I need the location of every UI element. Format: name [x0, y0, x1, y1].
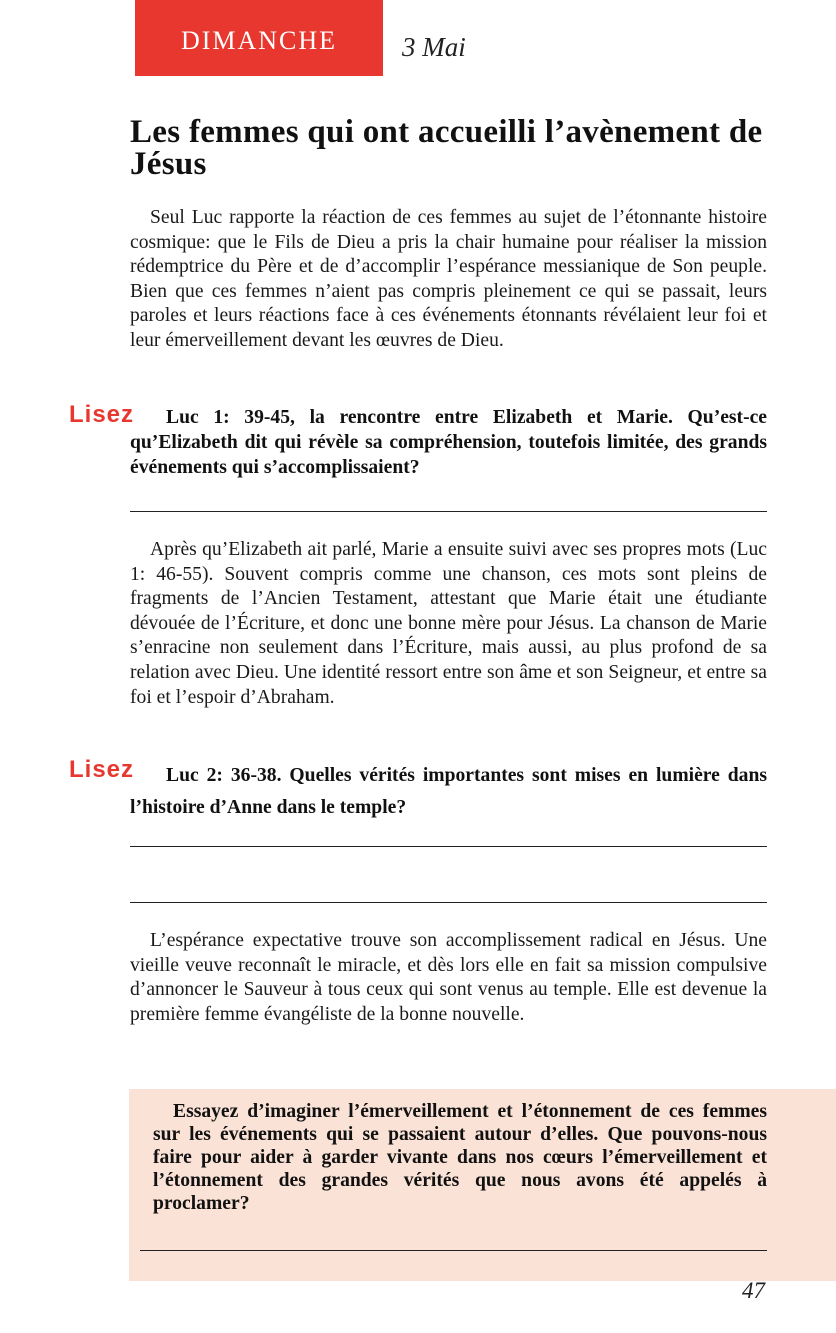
reflection-question: Essayez d’imaginer l’émerveillement et l’étonnement de ces femmes sur les événements qui se passaient autour d’elles. Que pouvons-nous faire pour aider à garder vivante dans nos cœurs l’émerveillement et l’étonnement des grandes vérités que nous avons été appelés à proclamer?	[153, 1101, 767, 1214]
answer-line-3[interactable]	[130, 902, 767, 903]
answer-line-2[interactable]	[130, 846, 767, 847]
question-1: Luc 1: 39-45, la rencontre entre Elizabeth et Marie. Qu’est-ce qu’Elizabeth dit qui révèle sa compréhension, toutefois limitée, des grands événements qui s’accomplissaient?	[130, 407, 767, 478]
day-banner	[135, 0, 383, 76]
mary-paragraph: Après qu’Elizabeth ait parlé, Marie a ensuite suivi avec ses propres mots (Luc 1: 46-55). Souvent compris comme une chanson, ces mots sont pleins de fragments de l’Ancien Testament, attestant que Marie était une étudiante dévouée de l’Écriture, et donc une bonne mère pour Jésus. La chanson de Marie s’enracine non seulement dans l’Écriture, mais aussi, au plus profond de sa relation avec Dieu. Une identité ressort entre son âme et son Seigneur, et entre sa foi et l’espoir d’Abraham.	[130, 539, 767, 708]
intro-paragraph: Seul Luc rapporte la réaction de ces femmes au sujet de l’étonnante histoire cosmique: que le Fils de Dieu a pris la chair humaine pour réaliser la mission rédemptrice du Père et de d’accomplir l’espérance messianique de Son peuple. Bien que ces femmes n’aient pas compris pleinement ce qui se passait, leurs paroles et leurs réactions face à ces événements étonnants révélaient leur foi et leur émerveillement devant les œuvres de Dieu.	[130, 207, 767, 351]
read-label-1: Lisez	[69, 401, 135, 428]
question-2: Luc 2: 36-38. Quelles vérités importantes sont mises en lumière dans l’histoire d’Anne dans le temple?	[130, 765, 767, 818]
day-label: DIMANCHE	[180, 26, 338, 55]
page-number: 47	[742, 1278, 765, 1303]
lesson-title: Les femmes qui ont accueilli l’avènement de Jésus	[130, 114, 763, 182]
date-label: 3 Mai	[402, 32, 466, 62]
reflection-answer-line[interactable]	[140, 1250, 767, 1251]
answer-line-1[interactable]	[130, 511, 767, 512]
read-label-2: Lisez	[69, 756, 135, 783]
anne-paragraph: L’espérance expectative trouve son accomplissement radical en Jésus. Une vieille veuve reconnaît le miracle, et dès lors elle en fait sa mission compulsive d’annoncer le Sauveur à tous ceux qui sont venus au temple. Elle est devenue la première femme évangéliste de la bonne nouvelle.	[130, 930, 767, 1025]
